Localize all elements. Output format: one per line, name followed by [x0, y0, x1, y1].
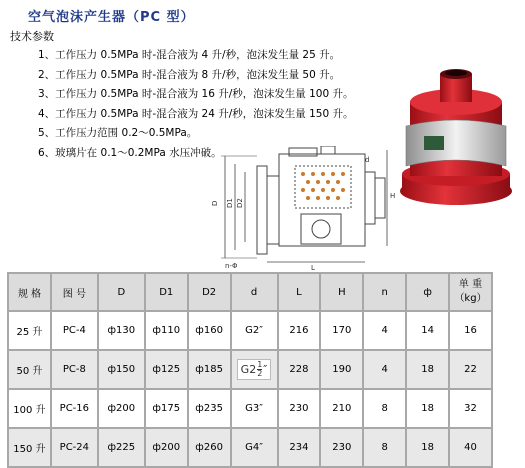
label-n-phi: n-Φ [225, 262, 238, 270]
table-cell: 234 [279, 429, 320, 466]
table-cell: PC-4 [52, 312, 97, 349]
table-cell: 25 升 [9, 312, 50, 349]
table-cell: 40 [450, 429, 491, 466]
label-d1: D1 [226, 198, 234, 208]
col-header: ф [407, 274, 448, 310]
table-cell: 210 [321, 390, 362, 427]
fraction-mark: ″ [263, 363, 268, 376]
table-cell: ф260 [189, 429, 230, 466]
label-d: D [211, 200, 219, 206]
table-cell: G3″ [232, 390, 277, 427]
param-item: 3、工作压力 0.5MPa 时-混合液为 16 升/秒，泡沫发生量 100 升。 [38, 88, 354, 100]
table-cell: ф225 [99, 429, 144, 466]
table-cell: 8 [364, 390, 405, 427]
product-photo [396, 56, 516, 211]
table-cell: ф200 [99, 390, 144, 427]
table-cell: 190 [321, 351, 362, 388]
param-item: 2、工作压力 0.5MPa 时-混合液为 8 升/秒，泡沫发生量 50 升。 [38, 68, 341, 81]
col-header: 单 重 （kg） [450, 274, 491, 310]
table-cell: 170 [321, 312, 362, 349]
table-cell: PC-24 [52, 429, 97, 466]
table-cell: 22 [450, 351, 491, 388]
table-cell: ф125 [146, 351, 187, 388]
table-cell: 18 [407, 390, 448, 427]
table-cell: ф185 [189, 351, 230, 388]
fraction-denominator: 2 [257, 369, 263, 378]
table-cell: G4″ [232, 429, 277, 466]
col-header: D2 [189, 274, 230, 310]
param-item: 5、工作压力范围 0.2～0.5MPa。 [38, 127, 198, 139]
table-row [9, 390, 491, 427]
table-cell: ф175 [146, 390, 187, 427]
label-d2: D2 [236, 198, 244, 208]
col-header: 规 格 [9, 274, 50, 310]
fraction-box [237, 359, 272, 380]
product-grid-icon [424, 136, 444, 150]
label-small-d: d [365, 156, 370, 164]
table-cell: PC-8 [52, 351, 97, 388]
table-cell: 4 [364, 351, 405, 388]
fraction-numerator: 1 [257, 360, 263, 369]
col-header: H [321, 274, 362, 310]
fraction [257, 361, 262, 378]
technical-drawing [205, 146, 395, 271]
table-cell: 8 [364, 429, 405, 466]
table-cell: 216 [279, 312, 320, 349]
spec-table [7, 272, 493, 468]
table-cell: ф235 [189, 390, 230, 427]
table-row [9, 312, 491, 349]
table-cell: 32 [450, 390, 491, 427]
table-cell-fraction [232, 351, 277, 388]
param-item: 4、工作压力 0.5MPa 时-混合液为 24 升/秒，泡沫发生量 150 升。 [38, 107, 354, 120]
section-subtitle: 技术参数 [10, 30, 54, 43]
table-cell: 230 [321, 429, 362, 466]
grid-dot [301, 172, 305, 176]
table-cell: 228 [279, 351, 320, 388]
table-header-row [9, 274, 491, 310]
table-cell: ф160 [189, 312, 230, 349]
col-header: L [279, 274, 320, 310]
table-cell: 18 [407, 429, 448, 466]
table-cell: PC-16 [52, 390, 97, 427]
table-cell: 18 [407, 351, 448, 388]
col-header: D [99, 274, 144, 310]
table-cell: 4 [364, 312, 405, 349]
col-header: D1 [146, 274, 187, 310]
label-l: L [311, 264, 315, 271]
col-header: 图 号 [52, 274, 97, 310]
table-cell: 50 升 [9, 351, 50, 388]
table-cell: 100 升 [9, 390, 50, 427]
param-item: 6、玻璃片在 0.1～0.2MPa 水压冲破。 [38, 146, 222, 159]
param-item: 1、工作压力 0.5MPa 时-混合液为 4 升/秒，泡沫发生量 25 升。 [38, 49, 341, 61]
table-cell: ф150 [99, 351, 144, 388]
table-cell: 14 [407, 312, 448, 349]
table-cell: 150 升 [9, 429, 50, 466]
page-title: 空气泡沫产生器（PC 型） [28, 10, 195, 25]
table-cell: ф200 [146, 429, 187, 466]
table-cell: 16 [450, 312, 491, 349]
table-cell: ф110 [146, 312, 187, 349]
table-row [9, 429, 491, 466]
table-cell: 230 [279, 390, 320, 427]
flange [257, 166, 267, 254]
table-cell: ф130 [99, 312, 144, 349]
table-cell: G2″ [232, 312, 277, 349]
col-header: d [232, 274, 277, 310]
col-header: n [364, 274, 405, 310]
label-h: H [390, 192, 395, 200]
fraction-whole: G2 [240, 363, 257, 376]
table-row [9, 351, 491, 388]
